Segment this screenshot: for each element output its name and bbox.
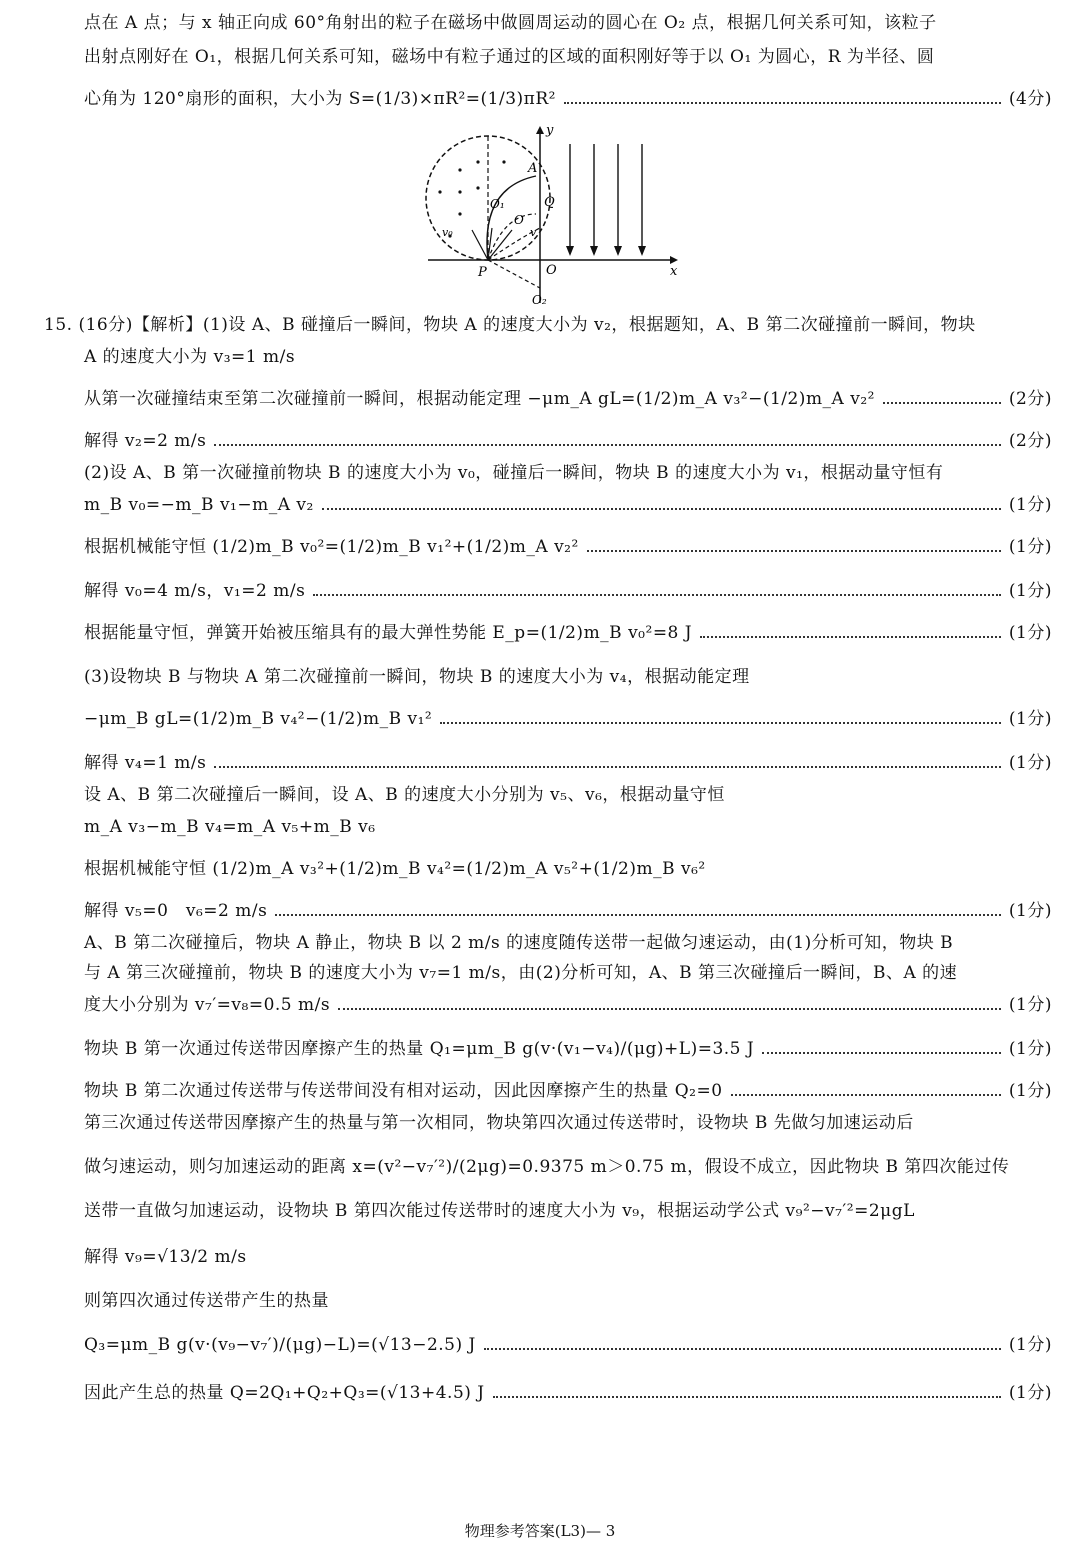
text-line: 根据机械能守恒 (1/2)m_A v₃²+(1/2)m_B v₄²=(1/2)m_A v₅²+(1/2)m_B v₆²: [84, 859, 706, 879]
score: (1分): [1008, 1081, 1052, 1101]
x-arrow: [670, 256, 678, 264]
text-line: 因此产生总的热量 Q=2Q₁+Q₂+Q₃=(√13+4.5) J (1分): [84, 1383, 1052, 1403]
text-line: 送带一直做匀加速运动，设物块 B 第四次能过传送带时的速度大小为 v₉，根据运动学公式 v₉²−v₇′²=2μgL: [84, 1201, 915, 1221]
leader-dots: [883, 402, 1001, 404]
dashed-line-o2: [488, 260, 540, 288]
text-line: 第三次通过传送带因摩擦产生的热量与第一次相同，物块第四次通过传送带时，设物块 B 先做匀加速运动后: [84, 1113, 914, 1133]
score: (1分): [1008, 901, 1052, 921]
score: (1分): [1008, 581, 1052, 601]
trajectory-arc-2: [488, 214, 536, 260]
label-v: v: [530, 226, 537, 239]
y-arrow: [536, 126, 544, 134]
label-O-inner: O: [514, 213, 524, 227]
text-line: 则第四次通过传送带产生的热量: [84, 1291, 329, 1311]
text-line: 从第一次碰撞结束至第二次碰撞前一瞬间，根据动能定理 −μm_A gL=(1/2)m_A v₃²−(1/2)m_A v₂² (2分): [84, 389, 1052, 409]
text-line: 设 A、B 第二次碰撞后一瞬间，设 A、B 的速度大小分别为 v₅、v₆，根据动量守恒: [84, 785, 725, 805]
text-line: 根据能量守恒，弹簧开始被压缩具有的最大弹性势能 E_p=(1/2)m_B v₀²=8 J (1分): [84, 623, 1052, 643]
text-line: A、B 第二次碰撞后，物块 A 静止，物块 B 以 2 m/s 的速度随传送带一起做匀速运动，由(1)分析可知，物块 B: [84, 933, 954, 953]
text-line: 解得 v₂=2 m/s (2分): [84, 431, 1052, 451]
label-P: P: [478, 265, 487, 280]
magnetic-field-diagram: [420, 118, 690, 314]
label-y: y: [546, 123, 554, 138]
text-line: m_A v₃−m_B v₄=m_A v₅+m_B v₆: [84, 817, 376, 837]
text-line: A 的速度大小为 v₃=1 m/s: [84, 347, 296, 367]
leader-dots: [338, 1008, 1001, 1010]
text-line: 解得 v₄=1 m/s (1分): [84, 753, 1052, 773]
score: (1分): [1008, 1335, 1052, 1355]
text-line: 物块 B 第二次通过传送带与传送带间没有相对运动，因此因摩擦产生的热量 Q₂=0 (1分): [84, 1081, 1052, 1101]
text-line: 点在 A 点；与 x 轴正向成 60°角射出的粒子在磁场中做圆周运动的圆心在 O₂ 点，根据几何关系可知，该粒子: [84, 13, 937, 33]
page-footer: 物理参考答案(L3)— 3: [464, 1522, 616, 1540]
text-line: 与 A 第三次碰撞前，物块 B 的速度大小为 v₇=1 m/s，由(2)分析可知，A、B 第三次碰撞后一瞬间，B、A 的速: [84, 963, 958, 983]
label-O1: O₁: [490, 197, 505, 211]
trajectory-arc: [487, 176, 536, 260]
leader-dots: [313, 594, 1001, 596]
leader-dots: [214, 766, 1001, 768]
score: (1分): [1008, 753, 1052, 773]
score: (4分): [1008, 89, 1052, 109]
text-line: 物块 B 第一次通过传送带因摩擦产生的热量 Q₁=μm_B g(v·(v₁−v₄)/(μg)+L)=3.5 J (1分): [84, 1039, 1052, 1059]
score: (1分): [1008, 1383, 1052, 1403]
velocity-vectors: [472, 228, 512, 260]
text-line: −μm_B gL=(1/2)m_B v₄²−(1/2)m_B v₁² (1分): [84, 709, 1052, 729]
leader-dots: [275, 914, 1001, 916]
score: (1分): [1008, 1039, 1052, 1059]
text-line: 心角为 120°扇形的面积，大小为 S=(1/3)×πR²=(1/3)πR² (4分): [84, 89, 1052, 109]
text-line: 解得 v₅=0 v₆=2 m/s (1分): [84, 901, 1052, 921]
text-line: m_B v₀=−m_B v₁−m_A v₂ (1分): [84, 495, 1052, 515]
score: (1分): [1008, 623, 1052, 643]
text-line: 做匀速运动，则匀加速运动的距离 x=(v²−v₇′²)/(2μg)=0.9375 m＞0.75 m，假设不成立，因此物块 B 第四次能过传: [84, 1157, 1010, 1177]
text-line: Q₃=μm_B g(v·(v₉−v₇′)/(μg)−L)=(√13−2.5) J (1分): [84, 1335, 1052, 1355]
score: (1分): [1008, 995, 1052, 1015]
score: (2分): [1008, 431, 1052, 451]
text-line: 根据机械能守恒 (1/2)m_B v₀²=(1/2)m_B v₁²+(1/2)m_A v₂² (1分): [84, 537, 1052, 557]
label-O2: O₂: [532, 293, 547, 307]
text-line: 15. (16分)【解析】(1)设 A、B 碰撞后一瞬间，物块 A 的速度大小为 v₂，根据题知，A、B 第二次碰撞前一瞬间，物块: [44, 315, 976, 335]
score: (2分): [1008, 389, 1052, 409]
text-line: (3)设物块 B 与物块 A 第二次碰撞前一瞬间，物块 B 的速度大小为 v₄，根据动能定理: [84, 667, 750, 687]
label-A: A: [528, 161, 538, 176]
leader-dots: [731, 1094, 1001, 1096]
text-line: (2)设 A、B 第一次碰撞前物块 B 的速度大小为 v₀，碰撞后一瞬间，物块 B 的速度大小为 v₁，根据动量守恒有: [84, 463, 944, 483]
field-arrowheads: [566, 246, 646, 256]
label-v0: v₀: [442, 226, 453, 239]
leader-dots: [214, 444, 1001, 446]
text-line: 解得 v₀=4 m/s，v₁=2 m/s (1分): [84, 581, 1052, 601]
text-line: 出射点刚好在 O₁，根据几何关系可知，磁场中有粒子通过的区域的面积刚好等于以 O₁ 为圆心，R 为半径、圆: [84, 47, 935, 67]
leader-dots: [484, 1348, 1001, 1350]
leader-dots: [762, 1052, 1001, 1054]
label-O: O: [546, 263, 557, 278]
leader-dots: [440, 722, 1001, 724]
label-x: x: [670, 264, 678, 279]
text-line: 度大小分别为 v₇′=v₈=0.5 m/s (1分): [84, 995, 1052, 1015]
leader-dots: [493, 1396, 1001, 1398]
leader-dots: [322, 508, 1001, 510]
leader-dots: [564, 102, 1001, 104]
score: (1分): [1008, 495, 1052, 515]
score: (1分): [1008, 709, 1052, 729]
label-Q: Q: [544, 195, 555, 210]
leader-dots: [587, 550, 1001, 552]
score: (1分): [1008, 537, 1052, 557]
leader-dots: [700, 636, 1001, 638]
field-lines: [570, 144, 642, 252]
text-line: 解得 v₉=√13/2 m/s: [84, 1247, 247, 1267]
